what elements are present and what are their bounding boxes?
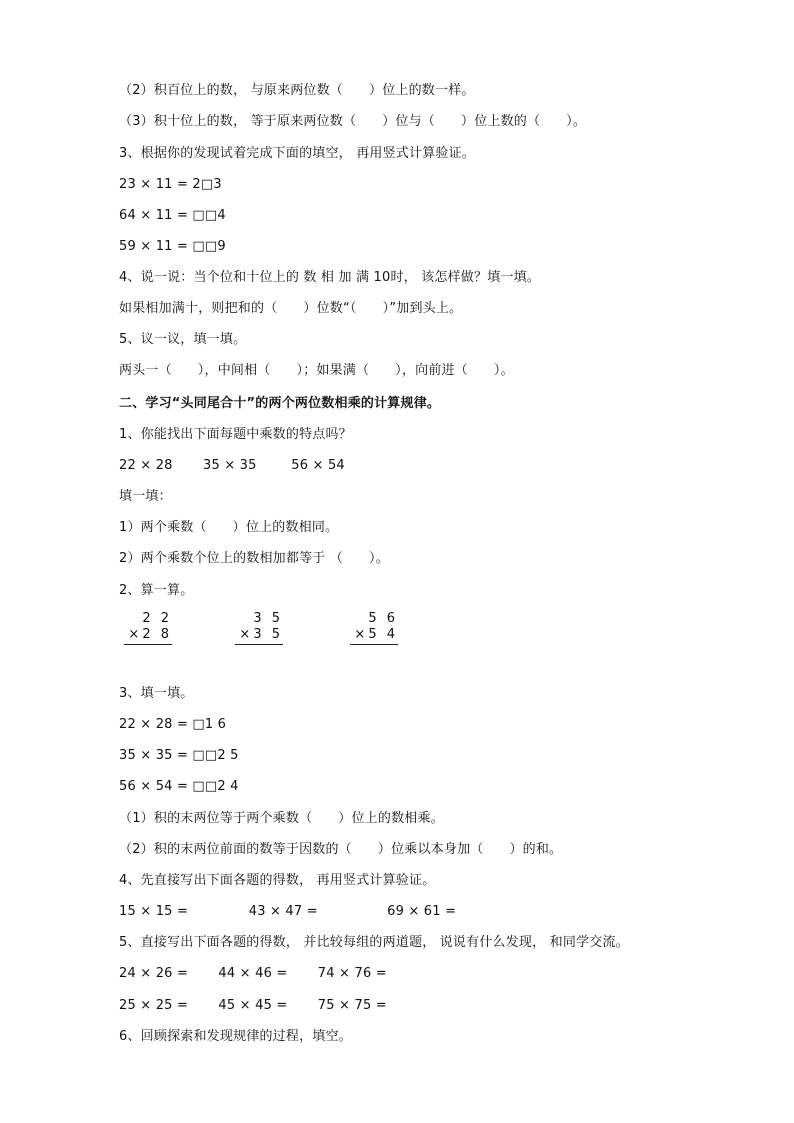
text-line: 24 × 26 = 44 × 46 = 74 × 76 =	[119, 966, 387, 981]
text-line: 5、议一议，填一填。	[119, 332, 247, 347]
text-line: 35 × 35 = □□2 5	[119, 748, 239, 763]
text-line: 25 × 25 = 45 × 45 = 75 × 75 =	[119, 998, 387, 1013]
text-line: 2）两个乘数个位上的数相加都等于 （ ）。	[119, 551, 389, 566]
text-line: 3、填一填。	[119, 686, 194, 701]
text-line: 15 × 15 = 43 × 47 = 69 × 61 =	[119, 904, 457, 919]
vertical-calc-top: 5 6	[368, 611, 398, 626]
text-line: 56 × 54 = □□2 4	[119, 779, 239, 794]
text-line: 两头一（ ），中间相（ ）；如果满（ ），向前进（ ）。	[119, 363, 514, 378]
text-line: 22 × 28 35 × 35 56 × 54	[119, 458, 345, 473]
text-line: 如果相加满十，则把和的（ ）位数“（ ）”加到头上。	[119, 301, 463, 316]
text-line: 二、学习“头同尾合十”的两个两位数相乘的计算规律。	[119, 396, 441, 411]
text-line: 5、直接写出下面各题的得数， 并比较每组的两道题， 说说有什么发现， 和同学交流。	[119, 935, 629, 950]
text-line: 3、根据你的发现试着完成下面的填空， 再用竖式计算验证。	[119, 146, 476, 161]
text-line: （1）积的末两位等于两个乘数（ ）位上的数相乘。	[119, 811, 444, 826]
vertical-calc	[235, 611, 283, 645]
vertical-calc-top: 2 2	[142, 611, 172, 626]
vertical-calc-bottom: ×5 4	[354, 627, 398, 642]
vertical-calc	[124, 611, 172, 645]
vertical-calc-bar	[124, 644, 172, 645]
text-line: （2）积百位上的数， 与原来两位数（ ）位上的数一样。	[119, 83, 475, 98]
vertical-calc-bar	[350, 644, 398, 645]
text-line: （3）积十位上的数， 等于原来两位数（ ）位与（ ）位上数的（ ）。	[119, 114, 587, 129]
text-line: 23 × 11 = 2□3	[119, 177, 222, 192]
text-line: 1）两个乘数（ ）位上的数相同。	[119, 520, 339, 535]
text-line: 64 × 11 = □□4	[119, 208, 226, 223]
vertical-calc-top: 3 5	[253, 611, 283, 626]
text-line: 22 × 28 = □1 6	[119, 717, 227, 732]
vertical-calc-bottom: ×3 5	[239, 627, 283, 642]
text-line: 1、你能找出下面每题中乘数的特点吗？	[119, 427, 352, 442]
text-line: 6、回顾探索和发现规律的过程，填空。	[119, 1029, 352, 1044]
text-line: （2）积的末两位前面的数等于因数的（ ）位乘以本身加（ ）的和。	[119, 842, 563, 857]
text-line: 2、算一算。	[119, 583, 194, 598]
text-line: 59 × 11 = □□9	[119, 239, 226, 254]
vertical-calc-bar	[235, 644, 283, 645]
text-line: 填一填：	[119, 489, 172, 504]
text-line: 4、说一说：当个位和十位上的 数 相 加 满 10时， 该怎样做？填一填。	[119, 270, 541, 285]
vertical-calc	[350, 611, 398, 645]
vertical-calc-bottom: ×2 8	[128, 627, 172, 642]
text-line: 4、先直接写出下面各题的得数， 再用竖式计算验证。	[119, 873, 436, 888]
